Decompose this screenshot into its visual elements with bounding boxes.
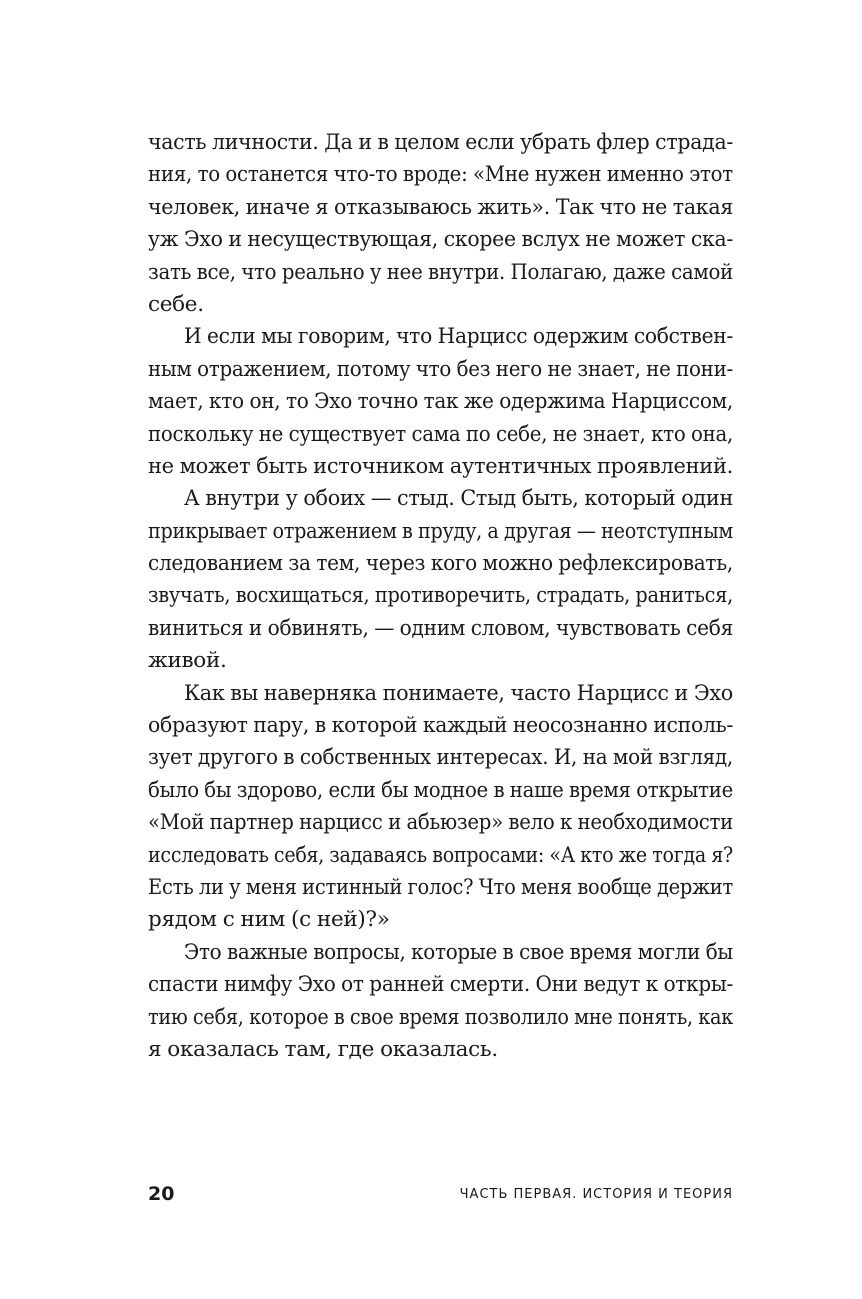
text-line: поскольку не существует сама по себе, не знает, кто она, <box>148 421 734 447</box>
text-line: Есть ли у меня истинный голос? Что меня вообще держит <box>148 874 733 900</box>
text-line: звучать, восхищаться, противоречить, страдать, раниться, <box>148 583 733 609</box>
text-line: ным отражением, потому что без него не знает, не пони- <box>148 356 733 382</box>
text-line: «Мой партнер нарцисс и абьюзер» вело к необходимости <box>148 810 733 836</box>
text-line: исследовать себя, задаваясь вопросами: «А кто же тогда я? <box>148 842 734 868</box>
text-line: мает, кто он, то Эхо точно так же одержима Нарциссом, <box>148 389 733 415</box>
paragraph-first-line: Как вы наверняка понимаете, часто Нарцисс и Эхо <box>183 680 734 706</box>
text-line: рядом с ним (с ней)?» <box>148 907 390 933</box>
page-number: 20 <box>148 1183 175 1205</box>
text-line: зует другого в собственных интересах. И, на мой взгляд, <box>148 745 733 771</box>
paragraph-first-line: Это важные вопросы, которые в свое время могли бы <box>183 939 733 965</box>
text-line: образуют пару, в которой каждый неосознанно исполь- <box>148 713 734 739</box>
text-line: ния, то останется что-то вроде: «Мне нужен именно этот <box>148 162 733 188</box>
text-line: спасти нимфу Эхо от ранней смерти. Они ведут к откры- <box>148 972 733 998</box>
text-line: себе. <box>148 291 204 317</box>
text-line: не может быть источником аутентичных проявлений. <box>148 453 734 479</box>
text-line: зать все, что реально у нее внутри. Полагаю, даже самой <box>148 259 733 285</box>
paragraph-first-line: А внутри у обоих — стыд. Стыд быть, который один <box>183 486 734 512</box>
text-line: уж Эхо и несуществующая, скорее вслух не может ска- <box>148 227 734 253</box>
text-line: человек, иначе я отказываюсь жить». Так что не такая <box>148 194 734 220</box>
text-line: тию себя, которое в свое время позволило мне понять, как <box>148 1004 734 1030</box>
text-line: виниться и обвинять, — одним словом, чувствовать себя <box>148 615 733 641</box>
paragraph-first-line: И если мы говорим, что Нарцисс одержим собствен- <box>183 324 734 350</box>
running-head: ЧАСТЬ ПЕРВАЯ. ИСТОРИЯ И ТЕОРИЯ <box>459 1187 733 1202</box>
text-line: я оказалась там, где оказалась. <box>148 1036 498 1062</box>
text-line: часть личности. Да и в целом если убрать флер страда- <box>148 130 734 155</box>
text-line: следованием за тем, через кого можно рефлексировать, <box>148 551 733 577</box>
text-line: прикрывает отражением в пруду, а другая — неотступным <box>148 518 734 544</box>
text-line: было бы здорово, если бы модное в наше время открытие <box>148 777 733 803</box>
body-text <box>148 127 733 1066</box>
text-line: живой. <box>148 648 227 674</box>
page-footer <box>148 1180 733 1210</box>
